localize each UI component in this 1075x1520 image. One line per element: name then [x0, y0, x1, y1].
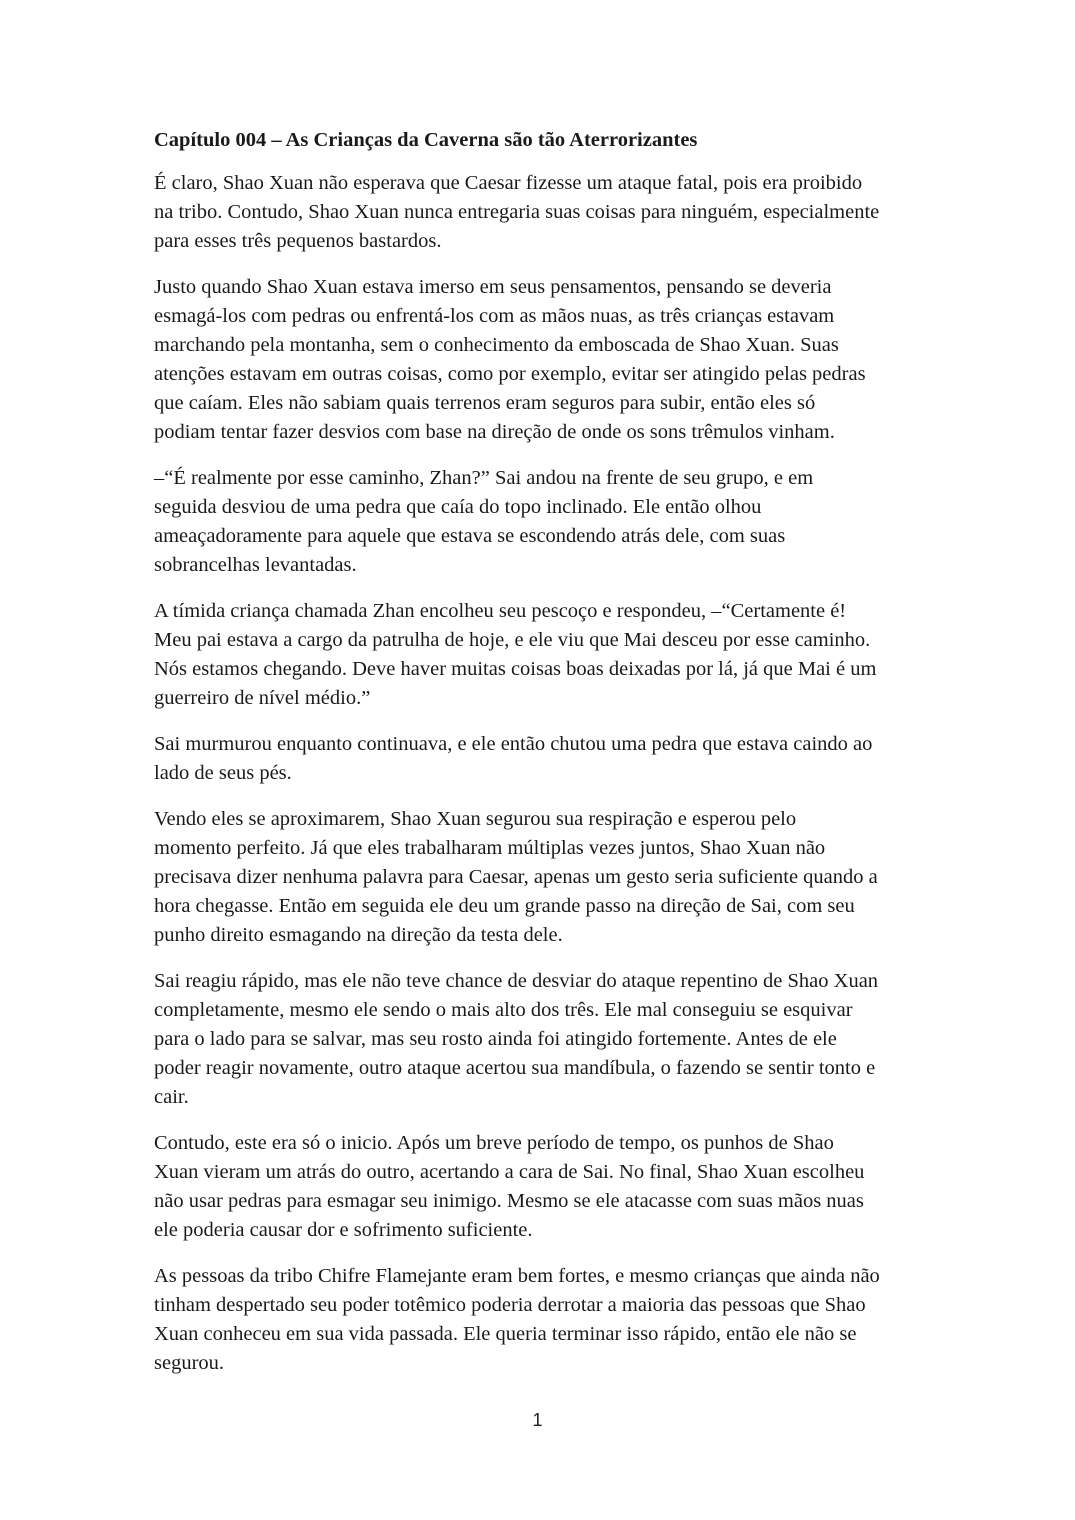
text-line: Xuan vieram um atrás do outro, acertando a cara de Sai. No final, Shao Xuan escolheu	[154, 1161, 865, 1183]
text-line: É claro, Shao Xuan não esperava que Caesar fizesse um ataque fatal, pois era proibido	[154, 172, 863, 194]
text-line: sobrancelhas levantadas.	[154, 554, 357, 576]
text-line: ele poderia causar dor e sofrimento suficiente.	[154, 1219, 533, 1241]
text-line: As pessoas da tribo Chifre Flamejante eram bem fortes, e mesmo crianças que ainda não	[154, 1265, 880, 1287]
text-line: para esses três pequenos bastardos.	[154, 230, 442, 252]
text-line: podiam tentar fazer desvios com base na direção de onde os sons trêmulos vinham.	[154, 421, 835, 443]
paragraph	[154, 169, 932, 256]
text-line: para o lado para se salvar, mas seu rosto ainda foi atingido fortemente. Antes de ele	[154, 1028, 837, 1050]
text-line: Sai murmurou enquanto continuava, e ele então chutou uma pedra que estava caindo ao	[154, 733, 873, 755]
paragraph	[154, 967, 932, 1112]
paragraph	[154, 464, 932, 580]
paragraph	[154, 805, 932, 950]
text-line: cair.	[154, 1086, 189, 1108]
page-number: 1	[532, 1410, 543, 1430]
chapter-title: Capítulo 004 – As Crianças da Caverna são tão Aterrorizantes	[154, 129, 698, 151]
text-line: Sai reagiu rápido, mas ele não teve chance de desviar do ataque repentino de Shao Xuan	[154, 970, 879, 992]
text-line: –“É realmente por esse caminho, Zhan?” Sai andou na frente de seu grupo, e em	[154, 467, 814, 489]
text-line: marchando pela montanha, sem o conhecimento da emboscada de Shao Xuan. Suas	[154, 334, 839, 356]
text-line: Contudo, este era só o inicio. Após um breve período de tempo, os punhos de Shao	[154, 1132, 834, 1154]
text-line: Justo quando Shao Xuan estava imerso em seus pensamentos, pensando se deveria	[154, 276, 832, 298]
text-line: Nós estamos chegando. Deve haver muitas coisas boas deixadas por lá, já que Mai é um	[154, 658, 877, 680]
text-line: punho direito esmagando na direção da testa dele.	[154, 924, 563, 946]
text-line: poder reagir novamente, outro ataque acertou sua mandíbula, o fazendo se sentir tonto e	[154, 1057, 876, 1079]
text-line: atenções estavam em outras coisas, como por exemplo, evitar ser atingido pelas pedras	[154, 363, 866, 385]
document-page	[154, 126, 932, 1395]
paragraph	[154, 1129, 932, 1245]
text-line: não usar pedras para esmagar seu inimigo. Mesmo se ele atacasse com suas mãos nuas	[154, 1190, 864, 1212]
paragraph	[154, 730, 932, 788]
text-line: que caíam. Eles não sabiam quais terrenos eram seguros para subir, então eles só	[154, 392, 816, 414]
paragraph	[154, 597, 932, 713]
text-line: precisava dizer nenhuma palavra para Caesar, apenas um gesto seria suficiente quando a	[154, 866, 878, 888]
text-line: Meu pai estava a cargo da patrulha de hoje, e ele viu que Mai desceu por esse caminho.	[154, 629, 871, 651]
text-line: momento perfeito. Já que eles trabalharam múltiplas vezes juntos, Shao Xuan não	[154, 837, 826, 859]
text-line: ameaçadoramente para aquele que estava se escondendo atrás dele, com suas	[154, 525, 786, 547]
text-line: Vendo eles se aproximarem, Shao Xuan segurou sua respiração e esperou pelo	[154, 808, 797, 830]
text-line: segurou.	[154, 1352, 225, 1374]
paragraph	[154, 273, 932, 447]
paragraph	[154, 1262, 932, 1378]
text-line: completamente, mesmo ele sendo o mais alto dos três. Ele mal conseguiu se esquivar	[154, 999, 853, 1021]
text-line: na tribo. Contudo, Shao Xuan nunca entregaria suas coisas para ninguém, especialmente	[154, 201, 880, 223]
text-line: guerreiro de nível médio.”	[154, 687, 371, 709]
text-line: Xuan conheceu em sua vida passada. Ele queria terminar isso rápido, então ele não se	[154, 1323, 857, 1345]
text-line: esmagá-los com pedras ou enfrentá-los com as mãos nuas, as três crianças estavam	[154, 305, 835, 327]
text-line: A tímida criança chamada Zhan encolheu seu pescoço e respondeu, –“Certamente é!	[154, 600, 847, 622]
text-line: lado de seus pés.	[154, 762, 292, 784]
document-body	[154, 169, 932, 1378]
text-line: hora chegasse. Então em seguida ele deu um grande passo na direção de Sai, com seu	[154, 895, 855, 917]
text-line: tinham despertado seu poder totêmico poderia derrotar a maioria das pessoas que Shao	[154, 1294, 866, 1316]
text-line: seguida desviou de uma pedra que caía do topo inclinado. Ele então olhou	[154, 496, 762, 518]
